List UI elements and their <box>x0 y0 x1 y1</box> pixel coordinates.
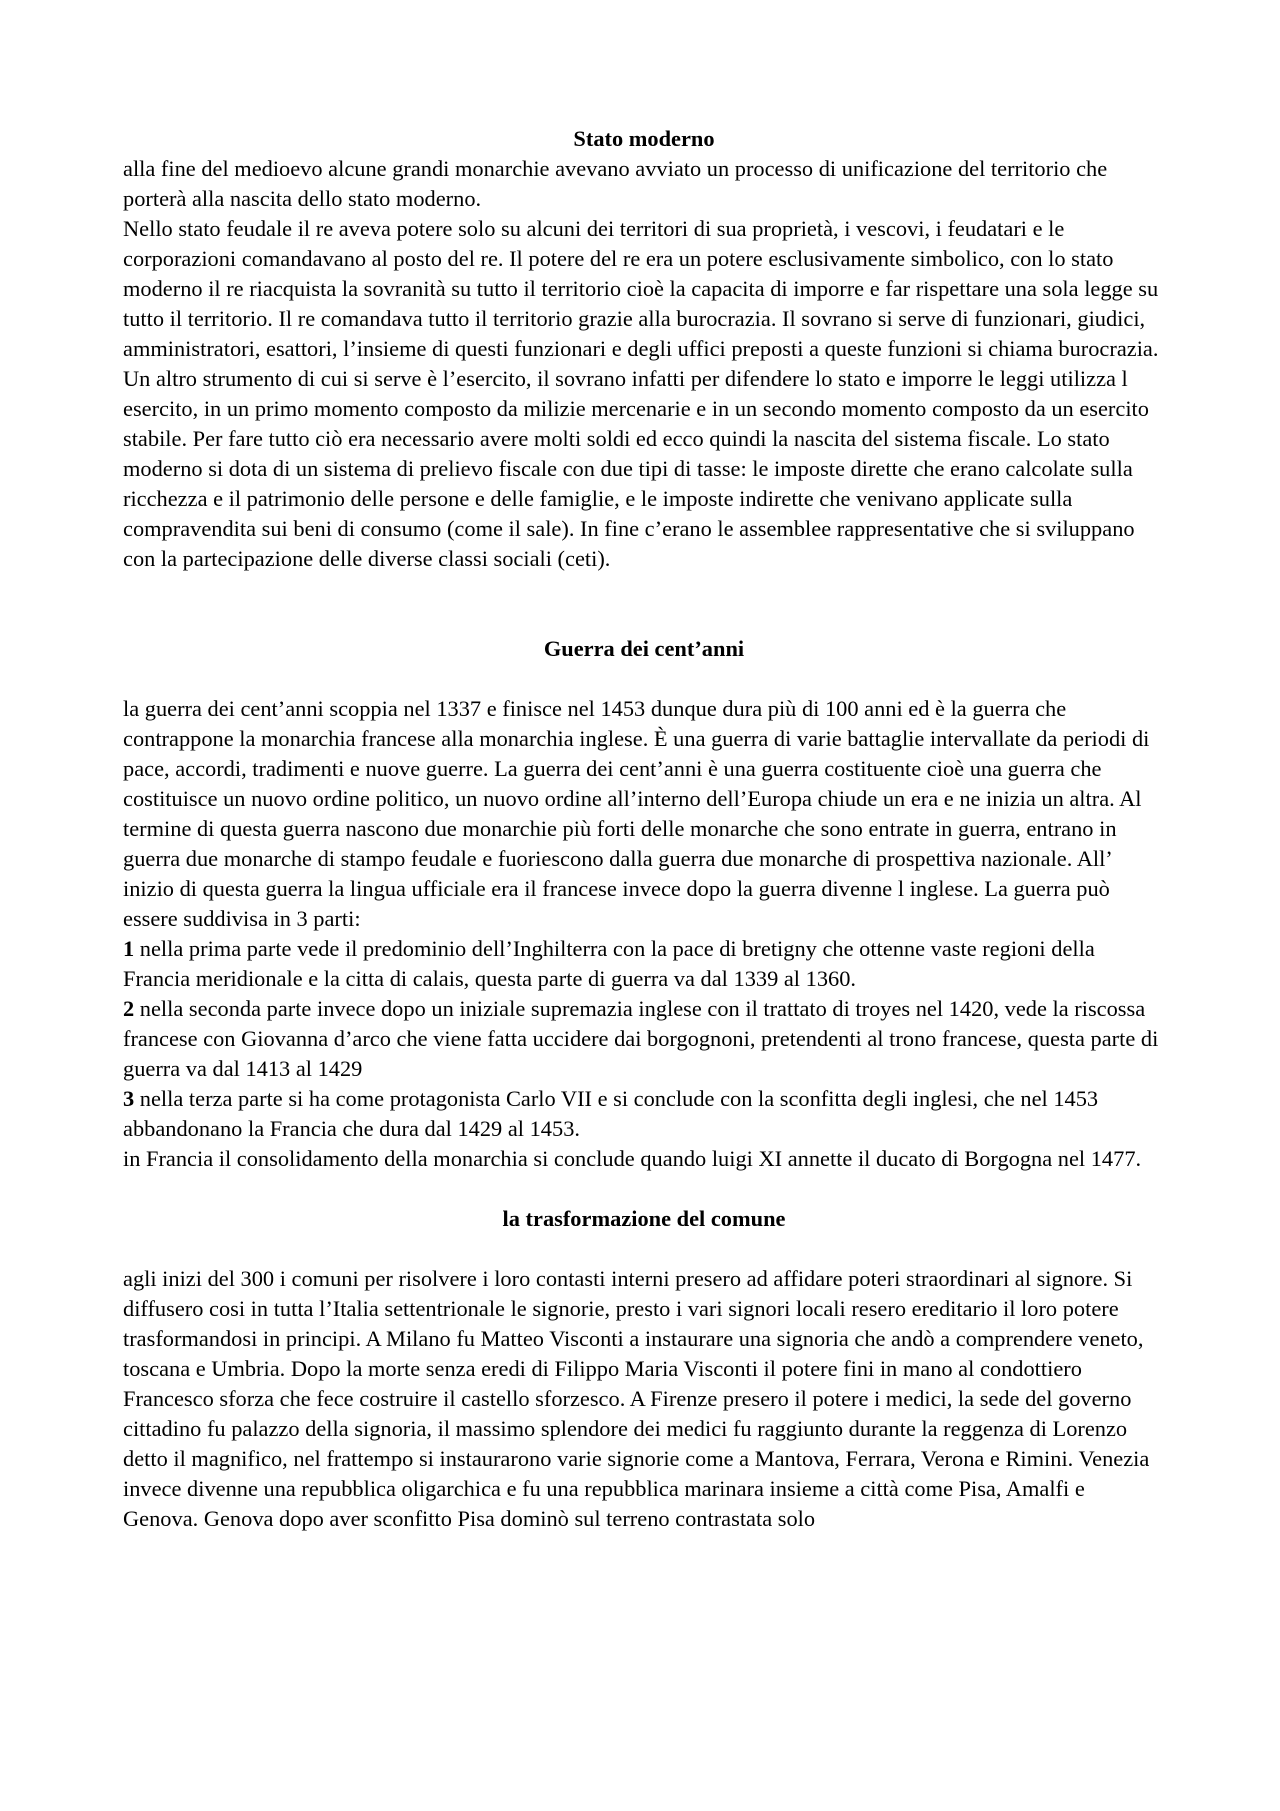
spacer <box>123 664 1165 694</box>
spacer <box>123 1174 1165 1204</box>
section-title-trasformazione-comune: la trasformazione del comune <box>502 1206 786 1231</box>
spacer <box>123 1234 1165 1264</box>
paragraph-stato-feudale: Nello stato feudale il re aveva potere solo su alcuni dei territori di sua proprietà, i vescovi, i feudatari e le corporazioni comandavano al posto del re. Il potere del re era un potere esclusivamente simbolico, con lo stato moderno il re riacquista la sovranità su tutto il territorio cioè la capacita di imporre e far rispettare una sola legge su tutto il territorio. Il re comandava tutto il territorio grazie alla burocrazia. Il sovrano si serve di funzionari, giudici, amministratori, esattori, l’insieme di questi funzionari e degli uffici preposti a queste funzioni si chiama burocrazia. Un altro strumento di cui si serve è l’esercito, il sovrano infatti per difendere lo stato e imporre le leggi utilizza l esercito, in un primo momento composto da milizie mercenarie e in un secondo momento composto da un esercito stabile. Per fare tutto ciò era necessario avere molti soldi ed ecco quindi la nascita del sistema fiscale. Lo stato moderno si dota di un sistema di prelievo fiscale con due tipi di tasse: le imposte dirette che erano calcolate sulla ricchezza e il patrimonio delle persone e delle famiglie, e le imposte indirette che venivano applicate sulla compravendita sui beni di consumo (come il sale). In fine c’erano le assemblee rappresentative che si sviluppano con la partecipazione delle diverse classi sociali (ceti). <box>123 216 1159 571</box>
part-text: nella terza parte si ha come protagonista Carlo VII e si conclude con la sconfitta degli inglesi, che nel 1453 abbandonano la Francia che dura dal 1429 al 1453. <box>123 1086 1099 1141</box>
list-item-part-2 <box>123 994 1165 1084</box>
paragraph-guerra: la guerra dei cent’anni scoppia nel 1337 e finisce nel 1453 dunque dura più di 100 anni ed è la guerra che contrappone la monarchia francese alla monarchia inglese. È una guerra di varie battaglie intervallate da periodi di pace, accordi, tradimenti e nuove guerre. La guerra dei cent’anni è una guerra costituente cioè una guerra che costituisce un nuovo ordine politico, un nuovo ordine all’interno dell’Europa chiude un era e ne inizia un altra. Al termine di questa guerra nascono due monarchie più forti delle monarche che sono entrate in guerra, entrano in guerra due monarche di stampo feudale e fuoriescono dalla guerra due monarche di prospettiva nazionale. All’ inizio di questa guerra la lingua ufficiale era il francese invece dopo la guerra divenne l inglese. La guerra può essere suddivisa in 3 parti: <box>123 696 1150 931</box>
part-number: 2 <box>123 996 135 1021</box>
list-item-part-3 <box>123 1084 1165 1144</box>
paragraph-francia: in Francia il consolidamento della monarchia si conclude quando luigi XI annette il ducato di Borgogna nel 1477. <box>123 1146 1142 1171</box>
spacer <box>123 574 1165 604</box>
section-title-guerra-centanni: Guerra dei cent’anni <box>543 636 745 661</box>
part-text: nella seconda parte invece dopo un iniziale supremazia inglese con il trattato di troyes nel 1420, vede la riscossa francese con Giovanna d’arco che viene fatta uccidere dai borgognoni, pretendenti al trono francese, questa parte di guerra va dal 1413 al 1429 <box>123 996 1159 1081</box>
list-item-part-1 <box>123 934 1165 994</box>
part-text: nella prima parte vede il predominio dell’Inghilterra con la pace di bretigny che ottenne vaste regioni della Francia meridionale e la citta di calais, questa parte di guerra va dal 1339 al 1360. <box>123 936 1095 991</box>
document-body <box>123 124 1165 1534</box>
spacer <box>123 604 1165 634</box>
part-number: 3 <box>123 1086 135 1111</box>
section-title-stato-moderno: Stato moderno <box>573 126 715 151</box>
paragraph-comune: agli inizi del 300 i comuni per risolvere i loro contasti interni presero ad affidare poteri straordinari al signore. Si diffusero cosi in tutta l’Italia settentrionale le signorie, presto i vari signori locali resero ereditario il loro potere trasformandosi in principi. A Milano fu Matteo Visconti a instaurare una signoria che andò a comprendere veneto, toscana e Umbria. Dopo la morte senza eredi di Filippo Maria Visconti il potere fini in mano al condottiero Francesco sforza che fece costruire il castello sforzesco. A Firenze presero il potere i medici, la sede del governo cittadino fu palazzo della signoria, il massimo splendore dei medici fu raggiunto durante la reggenza di Lorenzo detto il magnifico, nel frattempo si instaurarono varie signorie come a Mantova, Ferrara, Verona e Rimini. Venezia invece divenne una repubblica oligarchica e fu una repubblica marinara insieme a città come Pisa, Amalfi e Genova. Genova dopo aver sconfitto Pisa dominò sul terreno contrastata solo <box>123 1266 1150 1531</box>
part-number: 1 <box>123 936 135 961</box>
paragraph-intro: alla fine del medioevo alcune grandi monarchie avevano avviato un processo di unificazione del territorio che porterà alla nascita dello stato moderno. <box>123 156 1108 211</box>
